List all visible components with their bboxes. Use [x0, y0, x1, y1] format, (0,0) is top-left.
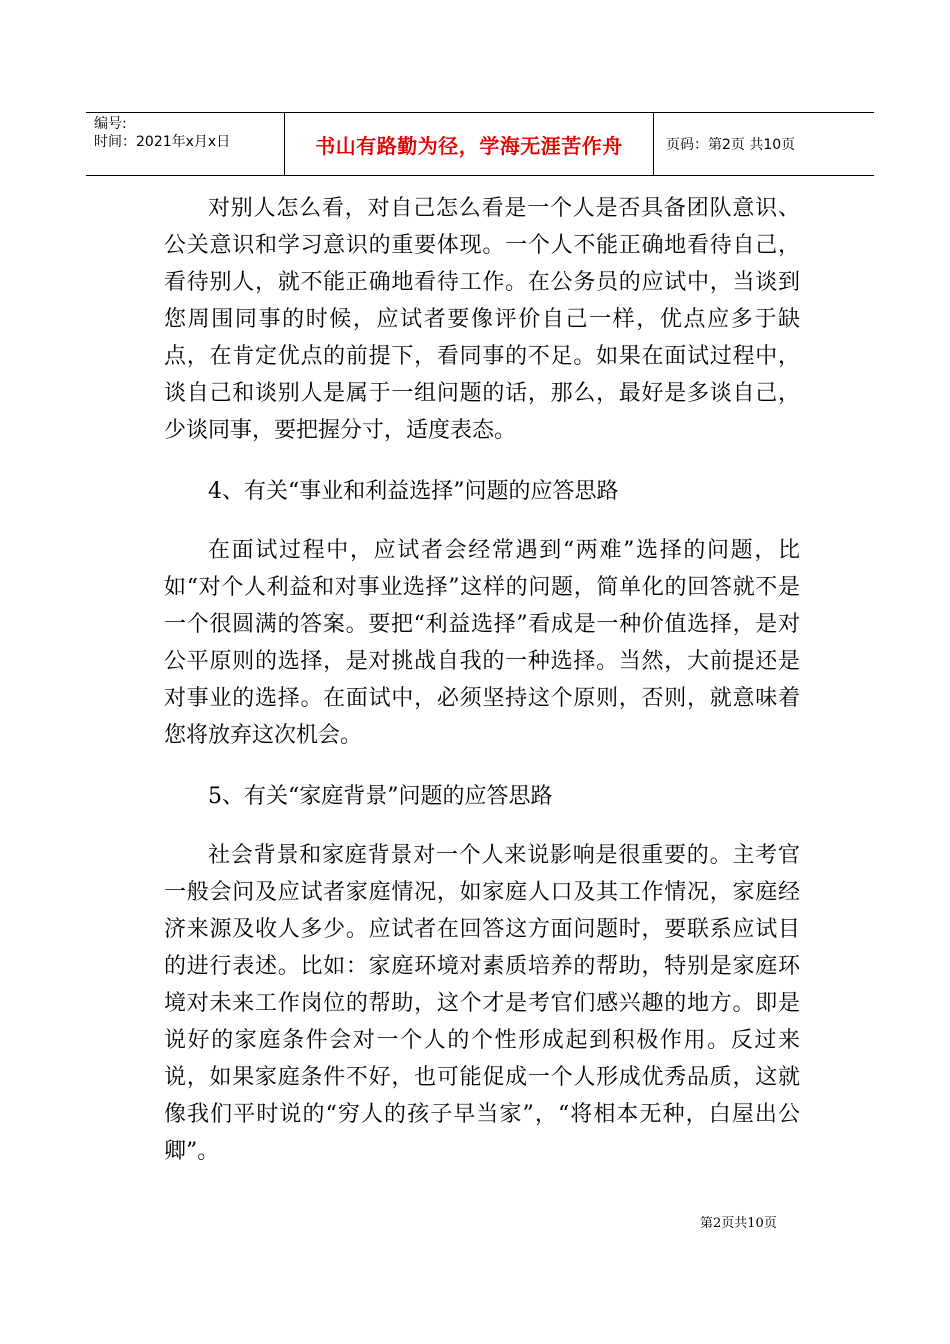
document-body: [164, 190, 800, 1194]
section-heading: 4、有关“事业和利益选择”问题的应答思路: [208, 479, 619, 504]
page-footer: 第2页共10页: [700, 1216, 777, 1231]
body-paragraph: 在面试过程中，应试者会经常遇到“两难”选择的问题，比如“对个人利益和对事业选择”这样的问题，简单化的回答就不是一个很圆满的答案。要把“利益选择”看成是一种价值选择，是对公平原则的选择，是对挑战自我的一种选择。当然，大前提还是对事业的选择。在面试中，必须坚持这个原则，否则，就意味着您将放弃这次机会。: [164, 538, 800, 748]
header-motto: 书山有路勤为径，学海无涯苦作舟: [315, 133, 623, 158]
body-paragraph: 社会背景和家庭背景对一个人来说影响是很重要的。主考官一般会问及应试者家庭情况，如家庭人口及其工作情况，家庭经济来源及收人多少。应试者在回答这方面问题时，要联系应试目的进行表述。比如：家庭环境对素质培养的帮助，特别是家庭环境对未来工作岗位的帮助，这个才是考官们感兴趣的地方。即是说好的家庭条件会对一个人的个性形成起到积极作用。反过来说，如果家庭条件不好，也可能促成一个人形成优秀品质，这就像我们平时说的“穷人的孩子早当家”，“将相本无种，白屋出公卿”。: [164, 843, 800, 1164]
page-header: [86, 112, 874, 176]
document-number-label: 编号:: [94, 116, 127, 132]
section-heading: 5、有关“家庭背景”问题的应答思路: [208, 784, 553, 809]
body-paragraph: 对别人怎么看，对自己怎么看是一个人是否具备团队意识、公关意识和学习意识的重要体现。一个人不能正确地看待自己，看待别人，就不能正确地看待工作。在公务员的应试中，当谈到您周围同事的时候，应试者要像评价自己一样，优点应多于缺点，在肯定优点的前提下，看同事的不足。如果在面试过程中，谈自己和谈别人是属于一组问题的话，那么，最好是多谈自己，少谈同事，要把握分寸，适度表态。: [164, 196, 800, 443]
document-time-label: 时间：2021年x月x日: [94, 134, 231, 150]
header-page-info: 页码：第2页 共10页: [666, 137, 796, 153]
header-meta: [94, 115, 284, 151]
